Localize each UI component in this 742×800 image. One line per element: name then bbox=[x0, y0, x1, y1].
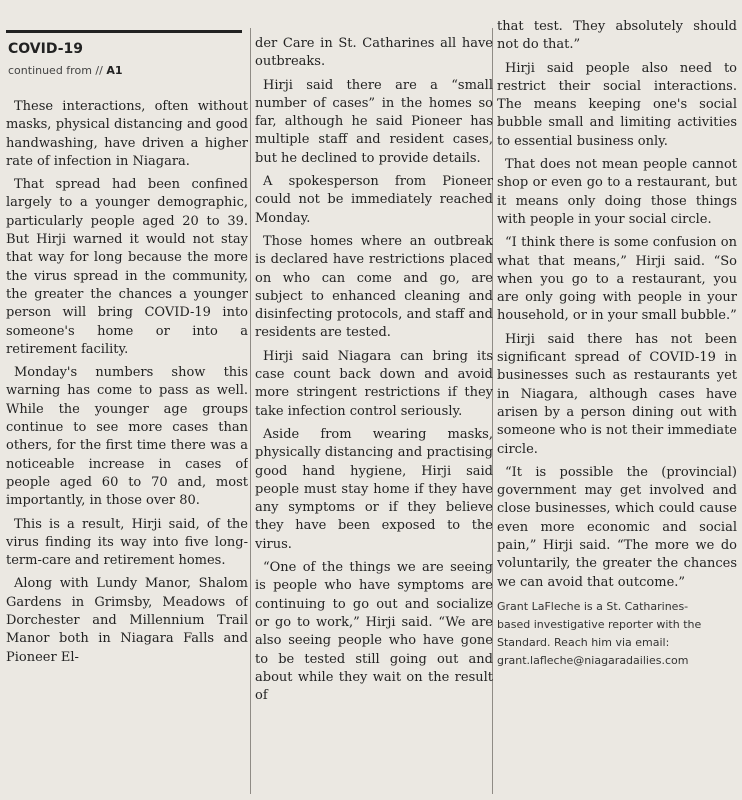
bio-line: Standard. Reach him via email: bbox=[497, 635, 670, 649]
author-email: grant.lafleche@niagaradailies.com bbox=[497, 653, 689, 667]
paragraph: that test. They absolutely should not do that.” bbox=[497, 19, 737, 53]
article-column-2 bbox=[255, 0, 493, 800]
story-slug: COVID-19 bbox=[8, 41, 84, 57]
author-bio bbox=[497, 598, 737, 670]
paragraph: Hirji said there are a “small number of cases” in the homes so far, although he said Pioneer has multiple staff and resident cases, but he declined to provide details. bbox=[255, 77, 493, 166]
article-column-3 bbox=[497, 0, 737, 800]
continued-from-line bbox=[8, 62, 248, 80]
paragraph: Those homes where an outbreak is declared have restrictions placed on who can come and go, are subject to enhanced cleaning and disinfecting protocols, and staff and residents are tested. bbox=[255, 233, 493, 341]
paragraph: That does not mean people cannot shop or even go to a restaurant, but it means only doing those things with people in your social circle. bbox=[497, 157, 737, 227]
paragraph: These interactions, often without masks, physical distancing and good handwashing, have driven a higher rate of infection in Niagara. bbox=[6, 99, 248, 169]
paragraph: A spokesperson from Pioneer could not be immediately reached Monday. bbox=[255, 174, 493, 226]
paragraph: “I think there is some confusion on what that means,” Hirji said. “So when you go to a restaurant, you are only going with people in your household, or in your small bubble.” bbox=[497, 235, 737, 324]
bio-line: based investigative reporter with the bbox=[497, 617, 702, 631]
paragraph: Hirji said Niagara can bring its case count back down and avoid more stringent restrictions if they take infection control seriously. bbox=[255, 348, 493, 419]
paragraph: Along with Lundy Manor, Shalom Gardens in Grimsby, Meadows of Dorchester and Millennium Trail Manor both in Niagara Falls and Pioneer El- bbox=[6, 576, 248, 665]
continuation-header bbox=[8, 40, 248, 80]
bio-line: Grant LaFleche is a St. Catharines- bbox=[497, 599, 689, 613]
continued-label: continued from // bbox=[8, 64, 103, 77]
paragraph: This is a result, Hirji said, of the virus finding its way into five long-term-care and retirement homes. bbox=[6, 516, 248, 569]
page-reference: A1 bbox=[106, 64, 123, 77]
paragraph: That spread had been confined largely to a younger demographic, particularly people aged 20 to 39. But Hirji warned it would not stay that way for long because the more the virus spread in the community, the greater the chances a younger person will bring COVID-19 into someone's home or into a retirement facility. bbox=[6, 177, 248, 357]
column-divider-1 bbox=[250, 28, 251, 794]
paragraph: “It is possible the (provincial) government may get involved and close businesses, which could cause even more economic and social pain,” Hirji said. “The more we do voluntarily, the greater the chances we can avoid that outcome.” bbox=[497, 464, 737, 590]
paragraph: Hirji said people also need to restrict their social interactions. The means keeping one's social bubble small and limiting activities to essential business only. bbox=[497, 60, 737, 149]
paragraph: Aside from wearing masks, physically distancing and practising good hand hygiene, Hirji said people must stay home if they have any symptoms or if they believe they have been exposed to the virus. bbox=[255, 426, 493, 552]
paragraph: Monday's numbers show this warning has come to pass as well. While the younger age groups continue to see more cases than others, for the first time there was a noticeable increase in cases of people aged 60 to 70 and, most importantly, in those over 80. bbox=[6, 365, 248, 509]
paragraph: der Care in St. Catharines all have outbreaks. bbox=[255, 36, 493, 70]
paragraph: Hirji said there has not been significant spread of COVID-19 in businesses such as restaurants yet in Niagara, although cases have arisen by a person dining out with someone who is not their immediate circle. bbox=[497, 331, 737, 457]
paragraph: “One of the things we are seeing is people who have symptoms are continuing to go out and socialize or go to work,” Hirji said. “We are also seeing people who have gone to be tested still going out and about while they wait on the result of bbox=[255, 560, 493, 704]
article-column-1 bbox=[6, 0, 248, 800]
